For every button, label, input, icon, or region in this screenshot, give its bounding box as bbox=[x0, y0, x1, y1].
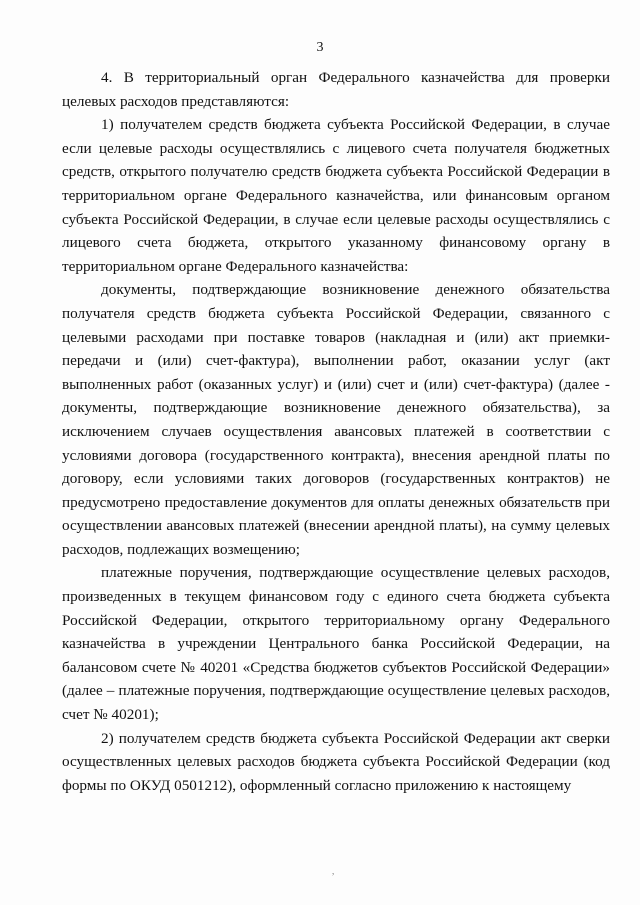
paragraph-subitem-2: 2) получателем средств бюджета субъекта Российской Федерации акт сверки осуществленных целевых расходов бюджета субъекта Российской Федерации (код формы по ОКУД 0501212), оформленный согласно приложению к настоящему bbox=[62, 729, 610, 794]
document-body bbox=[62, 66, 610, 797]
paragraph-documents: документы, подтверждающие возникновение денежного обязательства получателя средств бюджета субъекта Российской Федерации, связанного с целевыми расходами при поставке товаров (накладная и (или) акт приемки-передачи и (или) счет-фактура), выполнении работ, оказании услуг (акт выполненных работ (оказанных услуг) и (или) счет и (или) счет-фактура) (далее - документы, подтверждающие возникновение денежного обязательства), за исключением случаев осуществления авансовых платежей в соответствии с условиями договора (государственного контракта), внесения арендной платы по договору, если условиями таких договоров (государственных контрактов) не предусмотрено предоставление документов для оплаты денежных обязательств при осуществлении авансовых платежей (внесении арендной платы), на сумму целевых расходов, подлежащих возмещению; bbox=[62, 281, 610, 558]
page-number: 3 bbox=[316, 40, 324, 55]
paragraph-payment-orders: платежные поручения, подтверждающие осуществление целевых расходов, произведенных в текущем финансовом году с единого счета бюджета субъекта Российской Федерации, открытого территориальному органу Федерального казначейства в учреждении Центрального банка Российской Федерации, на балансовом счете № 40201 «Средства бюджетов субъектов Российской Федерации» (далее – платежные поручения, подтверждающие осуществление целевых расходов, счет № 40201); bbox=[62, 564, 610, 724]
paragraph-item-4: 4. В территориальный орган Федерального казначейства для проверки целевых расходов представляются: bbox=[62, 69, 610, 110]
paragraph-subitem-1: 1) получателем средств бюджета субъекта Российской Федерации, в случае если целевые расходы осуществлялись с лицевого счета получателя бюджетных средств, открытого получателю средств бюджета субъекта Российской Федерации в территориальном органе Федерального казначейства, или финансовым органом субъекта Российской Федерации, в случае если целевые расходы осуществлялись с лицевого счета бюджета, открытого указанному финансовому органу в территориальном органе Федерального казначейства: bbox=[62, 116, 610, 275]
scan-artifact-mark: , bbox=[332, 866, 335, 876]
